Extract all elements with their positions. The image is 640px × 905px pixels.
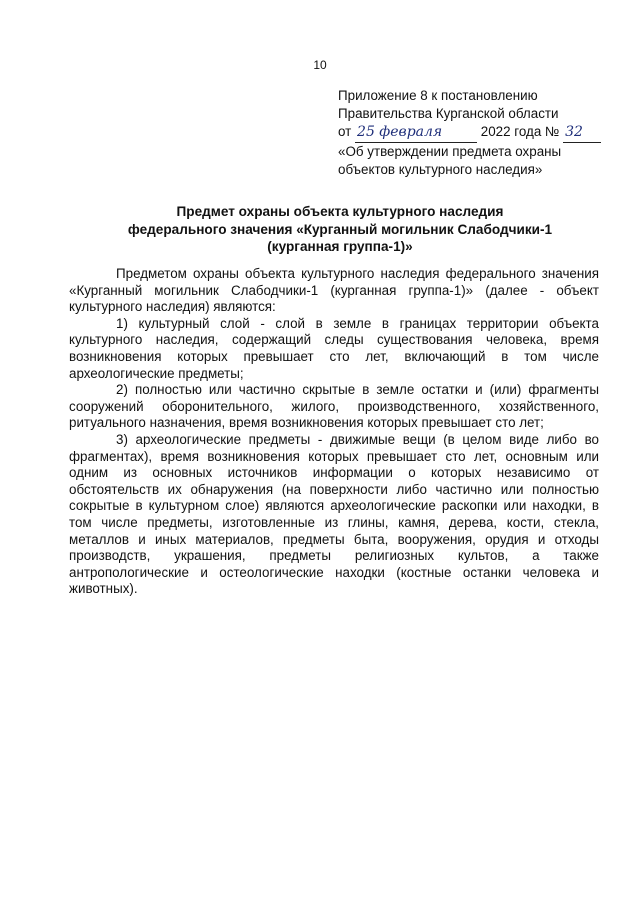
year-text: 2022 года № (480, 124, 560, 140)
appendix-line-1: Приложение 8 к постановлению (338, 88, 538, 103)
document-title (60, 203, 620, 256)
appendix-line-2: Правительства Курганской области (338, 106, 559, 122)
paragraph-item-3: 3) археологические предметы - движимые вещи (в целом виде либо во фрагментах), время возникновения которых превышает сто лет, основным или одним из основных источников информации о которых независимо от обстоятельств их обнаружения (на поверхности либо частично или полностью сокрытые в культурном слое) являются археологические раскопки или находки, в том числе предметы, изготовленные из глины, камня, дерева, кости, стекла, металлов и иных материалов, предметы быта, вооружения, орудия и отходы производств, украшения, предметы религиозных культов, а также антропологические и остеологические находки (костные останки человека и животных). (69, 431, 599, 597)
title-line-2: федерального значения «Курганный могильник Слабодчики-1 (127, 221, 553, 237)
date-prefix: от (338, 124, 352, 140)
appendix-line-5: объектов культурного наследия» (338, 161, 543, 177)
page-number: 10 (313, 58, 327, 72)
appendix-line-4: «Об утверждении предмета охраны (338, 143, 562, 159)
title-line-1: Предмет охраны объекта культурного наследия (176, 204, 504, 219)
appendix-date-line (338, 123, 628, 142)
handwritten-number: 32 (563, 123, 601, 142)
title-line-3: (курганная группа-1)» (267, 239, 413, 254)
appendix-header (338, 87, 628, 179)
paragraph-intro: Предметом охраны объекта культурного наследия федерального значения «Курганный могильник Слабодчики-1 (курганная группа-1)» (далее - объект культурного наследия) являются: (69, 266, 599, 315)
paragraph-item-2: 2) полностью или частично скрытые в земле остатки и (или) фрагменты сооружений оборонительного, жилого, производственного, хозяйственного, ритуального назначения, время возникновения которых превышает сто лет; (69, 382, 599, 431)
document-body (69, 266, 599, 598)
paragraph-item-1: 1) культурный слой - слой в земле в границах территории объекта культурного наследия, содержащий следы существования человека, время возникновения которых превышает сто лет, включающий в том числе археологические предметы; (69, 315, 599, 381)
handwritten-date: 25 февраля (355, 123, 477, 142)
